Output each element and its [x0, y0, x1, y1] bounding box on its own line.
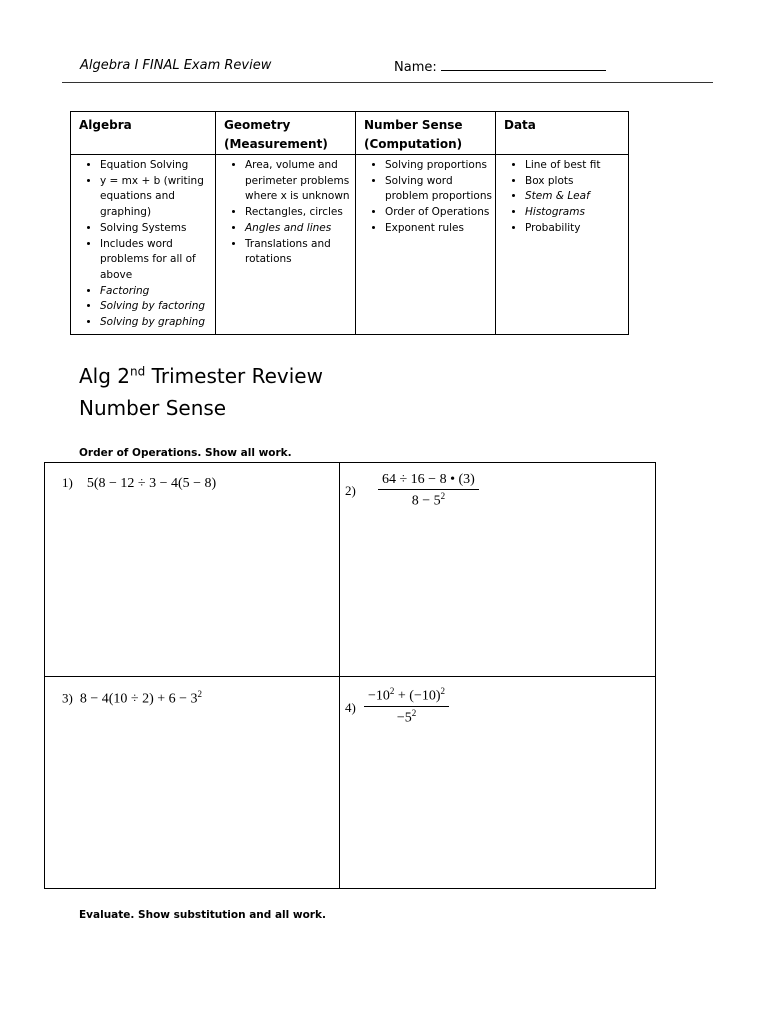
- list-item: • y = mx + b (writing equations and graphing): [100, 174, 214, 221]
- algebra-topics: [71, 155, 216, 335]
- list-item: • Angles and lines: [245, 221, 354, 237]
- data-topics: [496, 155, 629, 335]
- list-item: • Includes word problems for all of above: [100, 237, 214, 284]
- problem-4-fraction: $\frac{-10^2 + (-10)^2}{-5^2}$: [364, 686, 449, 726]
- list-item: • Equation Solving: [100, 158, 214, 174]
- column-heading-number-sense: Number Sense (Computation): [356, 112, 496, 155]
- list-item: • Area, volume and perimeter problems where x is unknown: [245, 158, 354, 205]
- problem-grid: [44, 462, 656, 889]
- list-item: • Rectangles, circles: [245, 205, 354, 221]
- column-heading-geometry: Geometry (Measurement): [216, 112, 356, 155]
- problem-1: 1) 5(8 − 12 ÷ 3 − 4(5 − 8): [62, 475, 217, 491]
- name-blank-line[interactable]: [441, 58, 606, 71]
- list-item: • Solving by graphing: [100, 315, 214, 331]
- name-label: Name:: [394, 60, 437, 75]
- review-title: Alg 2nd Trimester Review: [79, 364, 323, 388]
- header-rule: [62, 82, 713, 83]
- name-field[interactable]: [394, 58, 606, 75]
- column-heading-algebra: Algebra: [71, 112, 216, 155]
- problem-4-number: 4): [345, 700, 356, 715]
- list-item: • Solving by factoring: [100, 299, 214, 315]
- list-item: • Factoring: [100, 284, 214, 300]
- list-item: • Probability: [525, 221, 627, 237]
- problem-3: 3) $8 - 4(10 \div 2) + 6 - 3^2$: [62, 689, 203, 707]
- list-item: • Order of Operations: [385, 205, 494, 221]
- list-item: • Solving Systems: [100, 221, 214, 237]
- evaluate-instruction: Evaluate. Show substitution and all work.: [79, 909, 326, 921]
- worksheet-title: Algebra I FINAL Exam Review: [80, 58, 272, 73]
- review-subtitle: Number Sense: [79, 396, 227, 420]
- order-of-operations-instruction: Order of Operations. Show all work.: [79, 447, 292, 459]
- grid-divider-horizontal: [45, 676, 655, 677]
- list-item: • Stem & Leaf: [525, 189, 627, 205]
- column-heading-data: Data: [496, 112, 629, 155]
- list-item: • Solving word problem proportions: [385, 174, 494, 205]
- number-sense-topics: [356, 155, 496, 335]
- list-item: • Solving proportions: [385, 158, 494, 174]
- problem-1-expression: 5(8 − 12 ÷ 3 − 4(5 − 8): [86, 476, 217, 491]
- problem-2-fraction: $\frac{64 \div 16 - 8 • (3)}{8 - 5^2}$: [378, 472, 479, 510]
- list-item: • Translations and rotations: [245, 237, 354, 268]
- list-item: • Exponent rules: [385, 221, 494, 237]
- topics-table: [70, 111, 629, 335]
- list-item: • Histograms: [525, 205, 627, 221]
- geometry-topics: [216, 155, 356, 335]
- list-item: • Line of best fit: [525, 158, 627, 174]
- list-item: • Box plots: [525, 174, 627, 190]
- problem-2-number: 2): [345, 483, 356, 498]
